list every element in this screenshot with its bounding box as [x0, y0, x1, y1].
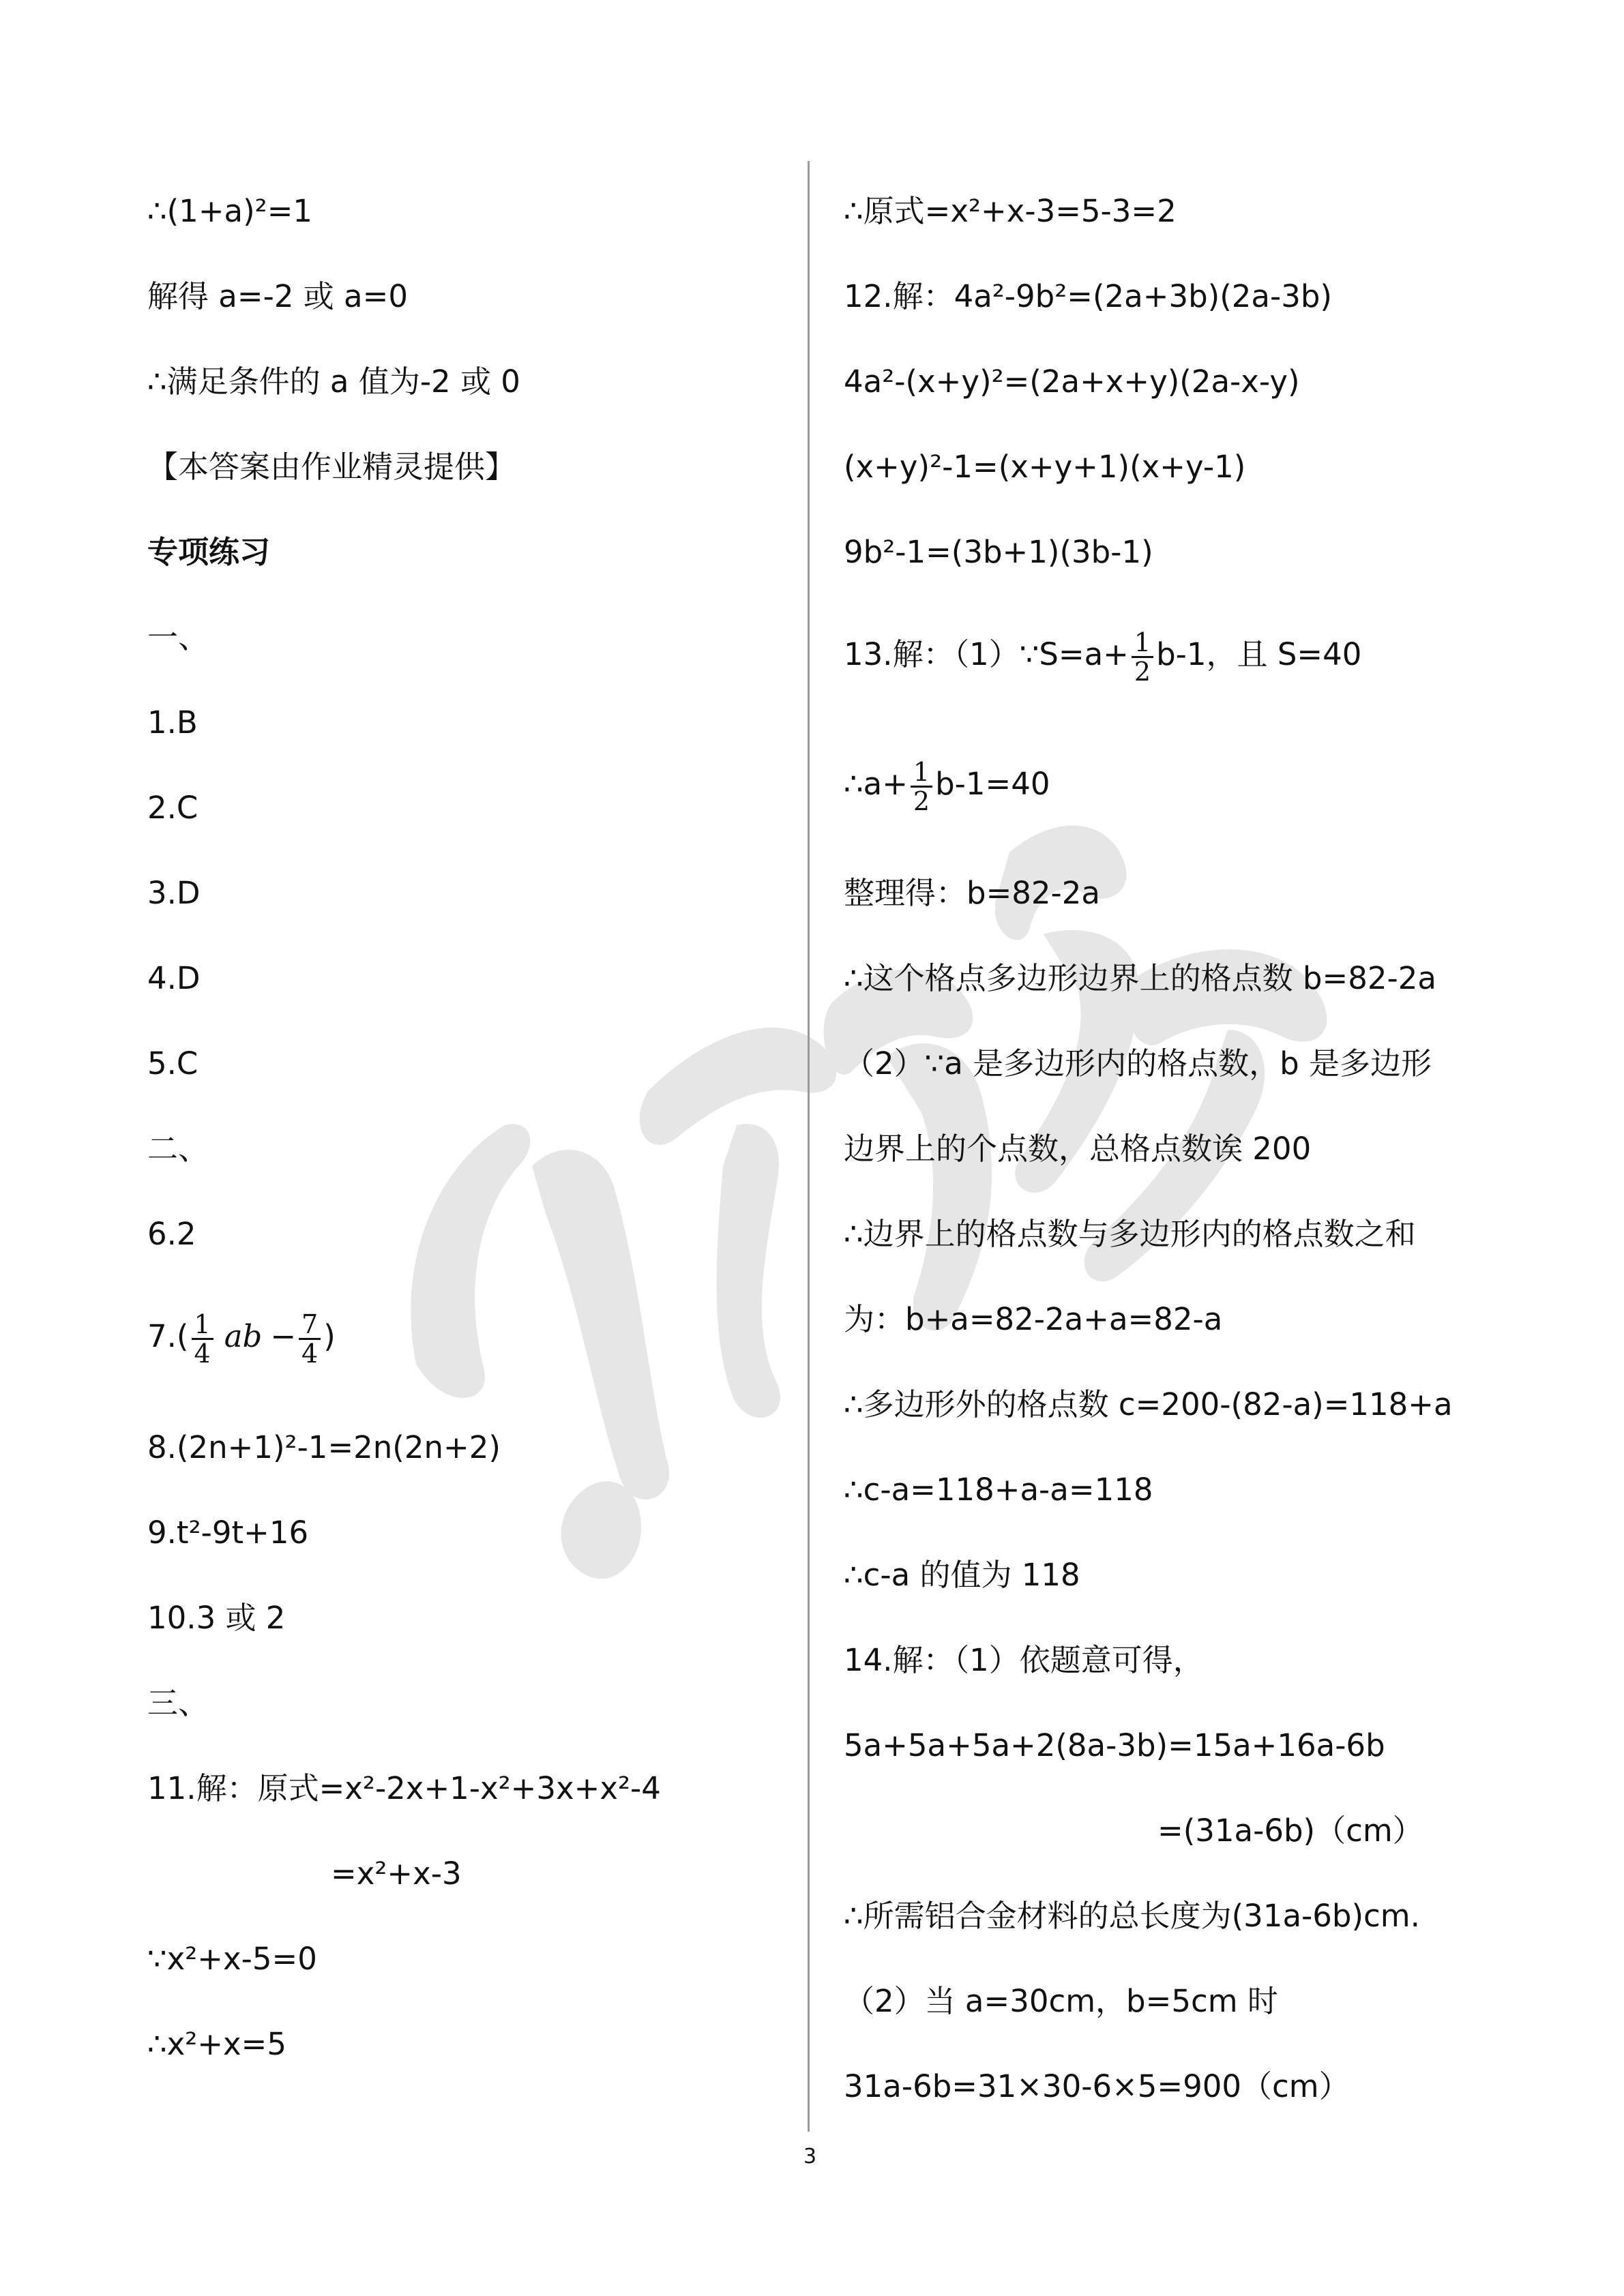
answer-item: 4.D [147, 960, 201, 996]
text-line: 整理得：b=82-2a [844, 875, 1100, 911]
source-note: 【本答案由作业精灵提供】 [147, 449, 516, 485]
fraction-numerator: 1 [1132, 629, 1153, 658]
text-line: 边界上的个点数，总格点数诶 200 [844, 1131, 1312, 1167]
answer-item: 10.3 或 2 [147, 1600, 286, 1636]
text-line: 12.解：4a²-9b²=(2a+3b)(2a-3b) [844, 278, 1332, 314]
fraction-numerator: 1 [192, 1311, 213, 1340]
section-heading: 专项练习 [147, 534, 271, 570]
column-divider [808, 161, 810, 2132]
text-line: ∴边界上的格点数与多边形内的格点数之和 [844, 1216, 1416, 1252]
math-operator: − [270, 1318, 297, 1354]
text-fragment: 13.解：（1）∵S=a+ [844, 636, 1129, 672]
fraction-denominator: 4 [301, 1338, 319, 1369]
fraction [911, 758, 932, 815]
text-line: 14.解：（1）依题意可得， [844, 1642, 1204, 1678]
answer-item: 8.(2n+1)²-1=2n(2n+2) [147, 1429, 501, 1465]
text-fragment: 7.( [147, 1318, 189, 1354]
text-line: 9b²-1=(3b+1)(3b-1) [844, 534, 1153, 570]
text-line: ∴多边形外的格点数 c=200-(82-a)=118+a [844, 1386, 1453, 1422]
text-line-fraction [844, 617, 1361, 692]
text-line: ∴c-a=118+a-a=118 [844, 1472, 1153, 1508]
answer-item: 5.C [147, 1045, 198, 1082]
text-line: 11.解：原式=x²-2x+1-x²+3x+x²-4 [147, 1770, 661, 1806]
text-line: ∴所需铝合金材料的总长度为(31a-6b)cm. [844, 1898, 1420, 1934]
text-line: 解得 a=-2 或 a=0 [147, 278, 408, 314]
subsection-heading: 一、 [147, 619, 209, 655]
fraction-denominator: 2 [1134, 656, 1151, 687]
fraction-denominator: 4 [194, 1338, 211, 1369]
text-line: ∴这个格点多边形边界上的格点数 b=82-2a [844, 960, 1436, 996]
text-line: ∴x²+x=5 [147, 2026, 286, 2062]
answer-item: 2.C [147, 790, 198, 826]
answer-item: 9.t²-9t+16 [147, 1515, 309, 1551]
answer-item: 6.2 [147, 1216, 196, 1252]
answer-item: 3.D [147, 875, 201, 911]
text-line: （2）∵a 是多边形内的格点数，b 是多边形 [844, 1045, 1432, 1082]
text-fragment: ∴a+ [844, 766, 908, 802]
answer-item-fraction [147, 1299, 336, 1374]
fraction-denominator: 2 [913, 786, 930, 816]
text-line: (x+y)²-1=(x+y+1)(x+y-1) [844, 449, 1246, 485]
text-line: 31a-6b=31×30-6×5=900（cm） [844, 2068, 1350, 2104]
text-line: ∴c-a 的值为 118 [844, 1557, 1080, 1593]
fraction-numerator: 1 [911, 758, 932, 788]
text-line: 4a²-(x+y)²=(2a+x+y)(2a-x-y) [844, 363, 1300, 400]
text-line: ∴满足条件的 a 值为-2 或 0 [147, 363, 520, 400]
fraction [192, 1311, 213, 1367]
text-line-fraction [844, 747, 1050, 822]
math-variable: ab [224, 1318, 263, 1354]
text-line: ∴(1+a)²=1 [147, 193, 313, 229]
text-line: ∴原式=x²+x-3=5-3=2 [844, 193, 1177, 229]
answer-item: 1.B [147, 704, 198, 741]
text-line: =x²+x-3 [331, 1855, 462, 1892]
page-number: 3 [803, 2145, 817, 2168]
text-line: 为：b+a=82-2a+a=82-a [844, 1301, 1223, 1337]
subsection-heading: 二、 [147, 1131, 209, 1167]
fraction [1132, 629, 1153, 685]
fraction-numerator: 7 [299, 1311, 321, 1340]
text-line: =(31a-6b)（cm） [1157, 1813, 1423, 1849]
text-fragment: b-1=40 [935, 766, 1050, 802]
text-line: （2）当 a=30cm，b=5cm 时 [844, 1983, 1278, 2019]
subsection-heading: 三、 [147, 1685, 209, 1721]
text-line: ∵x²+x-5=0 [147, 1941, 317, 1977]
text-fragment: ) [323, 1318, 336, 1354]
text-line: 5a+5a+5a+2(8a-3b)=15a+16a-6b [844, 1727, 1385, 1763]
fraction [299, 1311, 321, 1367]
text-fragment: b-1，且 S=40 [1156, 636, 1362, 672]
